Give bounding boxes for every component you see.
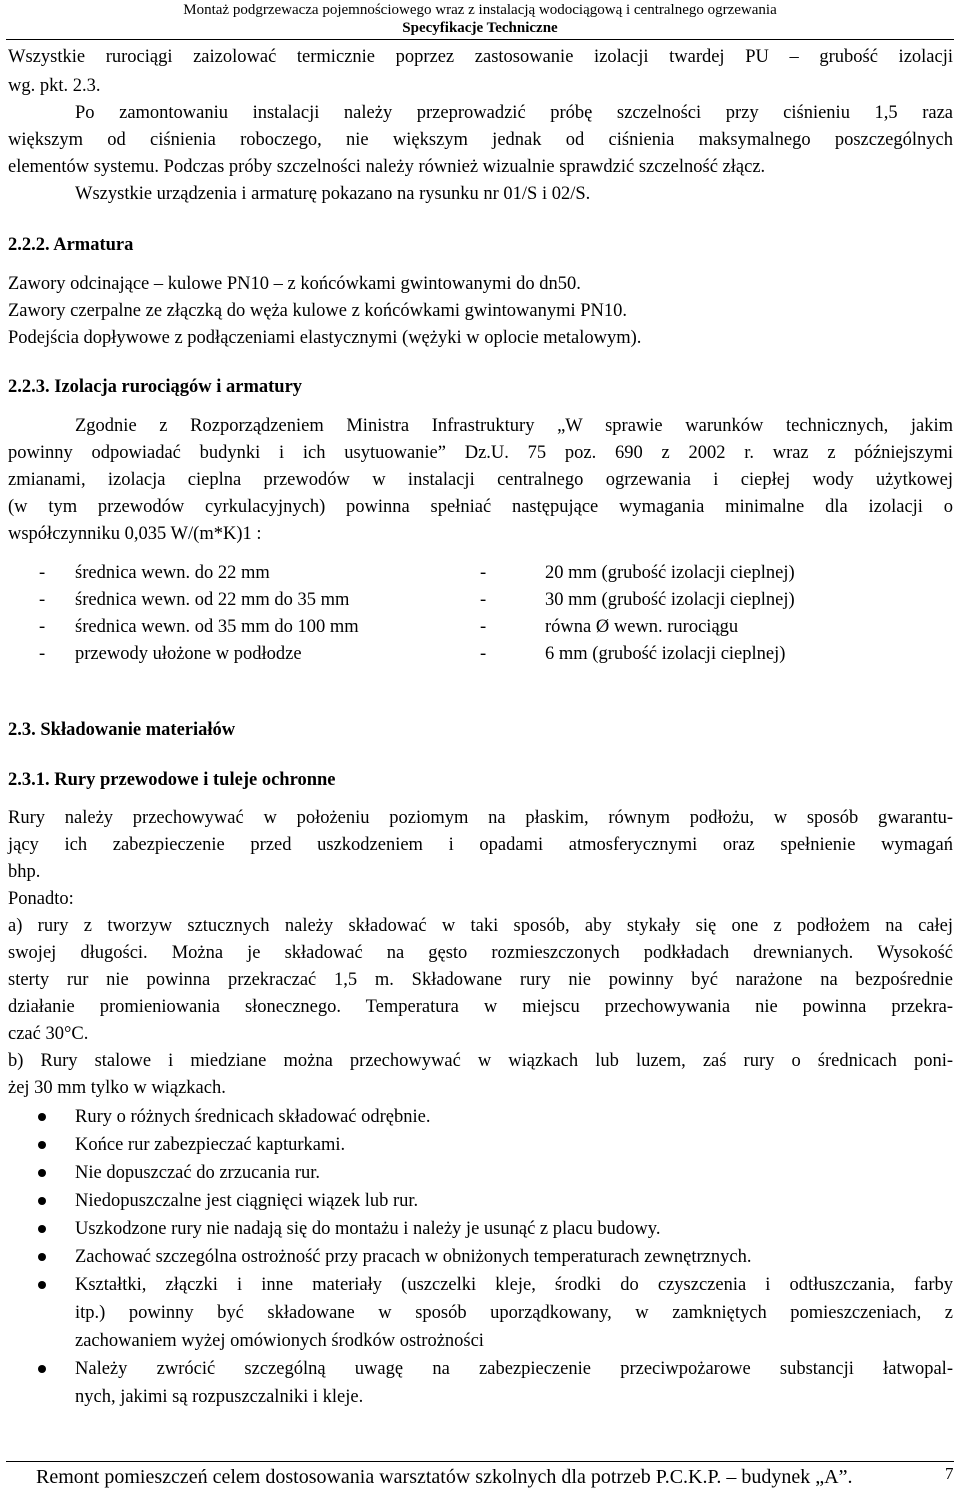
table-row-separator: - bbox=[480, 590, 487, 610]
list-item: Kształtki, złączki i inne materiały (uszczelki kleje, środki do czyszczenia i odtłuszczania, farby bbox=[75, 1275, 953, 1295]
izolacja-line-3: zmianami, izolacja cieplna przewodów w instalacji centralnego ogrzewania i ciepłej wody użytkowej bbox=[8, 470, 953, 490]
paragraph-b-line: b) Rury stalowe i miedziane można przechowywać w wiązkach lub luzem, zaś rury o średnicach poni- bbox=[8, 1051, 953, 1071]
paragraph-a-line: swojej długości. Można je składować na gęsto rozmieszczonych podkładach drewnianych. Wysokość bbox=[8, 943, 953, 963]
table-row-dash: - bbox=[39, 644, 46, 664]
list-item-continuation: zachowaniem wyżej omówionych środków ostrożności bbox=[75, 1331, 484, 1351]
list-item: Końce rur zabezpieczać kapturkami. bbox=[75, 1135, 346, 1155]
bullet-marker bbox=[38, 1281, 46, 1289]
table-row-thickness: 30 mm (grubość izolacji cieplnej) bbox=[545, 590, 795, 610]
rury-paragraph-line: Rury należy przechowywać w położeniu poziomym na płaskim, równym podłożu, w sposób gwarantu- bbox=[8, 808, 953, 828]
table-row-diameter: przewody ułożone w podłodze bbox=[75, 644, 302, 664]
armatura-line-2: Zawory czerpalne ze złączką do węża kulowe z końcówkami gwintowanymi PN10. bbox=[8, 301, 628, 321]
paragraph-a-line: a) rury z tworzyw sztucznych należy składować w taki sposób, aby stykały się one z podłożem na całej bbox=[8, 916, 953, 936]
section-heading-skladowanie: 2.3. Składowanie materiałów bbox=[8, 720, 236, 740]
bullet-marker bbox=[38, 1225, 46, 1233]
intro-line-2: wg. pkt. 2.3. bbox=[8, 76, 101, 96]
bullet-marker bbox=[38, 1169, 46, 1177]
table-row-dash: - bbox=[39, 590, 46, 610]
footer-divider bbox=[6, 1461, 954, 1462]
table-row-diameter: średnica wewn. od 35 mm do 100 mm bbox=[75, 617, 359, 637]
paragraph-a-line: sterty rur nie powinna przekraczać 1,5 m. Składowane rury nie powinny być narażone na bezpośrednie bbox=[8, 970, 953, 990]
intro-line-1: Wszystkie rurociągi zaizolować termicznie poprzez zastosowanie izolacji twardej PU – grubość izolacji bbox=[8, 47, 953, 67]
bullet-marker bbox=[38, 1113, 46, 1121]
izolacja-line-4: (w tym przewodów cyrkulacyjnych) powinna spełniać następujące wymagania minimalne dla izolacji o bbox=[8, 497, 953, 517]
header-divider bbox=[6, 39, 954, 40]
ponadto-label: Ponadto: bbox=[8, 889, 74, 909]
list-item: Zachować szczególna ostrożność przy pracach w obniżonych temperaturach zewnętrznych. bbox=[75, 1247, 752, 1267]
bullet-marker bbox=[38, 1253, 46, 1261]
footer-text: Remont pomieszczeń celem dostosowania warsztatów szkolnych dla potrzeb P.C.K.P. – budynek „A”. bbox=[36, 1466, 853, 1488]
izolacja-line-5: współczynniku 0,035 W/(m*K)1 : bbox=[8, 524, 262, 544]
list-item: Nie dopuszczać do zrzucania rur. bbox=[75, 1163, 320, 1183]
list-item: Należy zwrócić szczególną uwagę na zabezpieczenie przeciwpożarowe substancji łatwopal- bbox=[75, 1359, 953, 1379]
table-row-dash: - bbox=[39, 617, 46, 637]
intro-line-4: większym od ciśnienia roboczego, nie większym jednak od ciśnienia maksymalnego poszczególnych bbox=[8, 130, 953, 150]
paragraph-a-line: działanie promieniowania słonecznego. Temperatura w miejscu przechowywania nie powinna przekra- bbox=[8, 997, 953, 1017]
list-item: Rury o różnych średnicach składować odrębnie. bbox=[75, 1107, 431, 1127]
list-item: Niedopuszczalne jest ciągnięci wiązek lub rur. bbox=[75, 1191, 419, 1211]
intro-line-5: elementów systemu. Podczas próby szczelności należy również wizualnie sprawdzić szczelność złącz. bbox=[8, 157, 766, 177]
section-heading-rury: 2.3.1. Rury przewodowe i tuleje ochronne bbox=[8, 770, 336, 790]
list-item-continuation: nych, jakimi są rozpuszczalniki i kleje. bbox=[75, 1387, 364, 1407]
table-row-thickness: równa Ø wewn. rurociągu bbox=[545, 617, 739, 637]
table-row-separator: - bbox=[480, 563, 487, 583]
table-row-thickness: 20 mm (grubość izolacji cieplnej) bbox=[545, 563, 795, 583]
page-number: 7 bbox=[945, 1464, 954, 1483]
running-header-subtitle: Specyfikacje Techniczne bbox=[402, 20, 558, 36]
table-row-separator: - bbox=[480, 617, 487, 637]
rury-paragraph-line: bhp. bbox=[8, 862, 41, 882]
izolacja-line-2: powinny odpowiadać budynki i ich usytuowanie” Dz.U. 75 poz. 690 z 2002 r. wraz z późniejszymi bbox=[8, 443, 953, 463]
rury-paragraph-line: jący ich zabezpieczenie przed uszkodzeniem i opadami atmosferycznymi oraz spełnienie wymagań bbox=[8, 835, 953, 855]
bullet-marker bbox=[38, 1141, 46, 1149]
table-row-diameter: średnica wewn. do 22 mm bbox=[75, 563, 270, 583]
armatura-line-1: Zawory odcinające – kulowe PN10 – z końcówkami gwintowanymi do dn50. bbox=[8, 274, 581, 294]
intro-line-6: Wszystkie urządzenia i armaturę pokazano na rysunku nr 01/S i 02/S. bbox=[75, 184, 591, 204]
running-header-title: Montaż podgrzewacza pojemnościowego wraz z instalacją wodociągową i centralnego ogrzewania bbox=[183, 2, 777, 18]
section-heading-izolacja: 2.2.3. Izolacja rurociągów i armatury bbox=[8, 377, 303, 397]
bullet-marker bbox=[38, 1197, 46, 1205]
table-row-diameter: średnica wewn. od 22 mm do 35 mm bbox=[75, 590, 350, 610]
paragraph-a-line: czać 30°C. bbox=[8, 1024, 89, 1044]
intro-line-3: Po zamontowaniu instalacji należy przeprowadzić próbę szczelności przy ciśnieniu 1,5 raza bbox=[75, 103, 953, 123]
izolacja-line-1: Zgodnie z Rozporządzeniem Ministra Infrastruktury „W sprawie warunków technicznych, jakim bbox=[75, 416, 953, 436]
table-row-separator: - bbox=[480, 644, 487, 664]
paragraph-b-line: żej 30 mm tylko w wiązkach. bbox=[8, 1078, 226, 1098]
section-heading-armatura: 2.2.2. Armatura bbox=[8, 235, 134, 255]
list-item-continuation: itp.) powinny być składowane w sposób uporządkowany, w zamkniętych pomieszczeniach, z bbox=[75, 1303, 953, 1323]
armatura-line-3: Podejścia dopływowe z podłączeniami elastycznymi (wężyki w oplocie metalowym). bbox=[8, 328, 642, 348]
table-row-thickness: 6 mm (grubość izolacji cieplnej) bbox=[545, 644, 786, 664]
list-item: Uszkodzone rury nie nadają się do montażu i należy je usunąć z placu budowy. bbox=[75, 1219, 661, 1239]
bullet-marker bbox=[38, 1365, 46, 1373]
table-row-dash: - bbox=[39, 563, 46, 583]
